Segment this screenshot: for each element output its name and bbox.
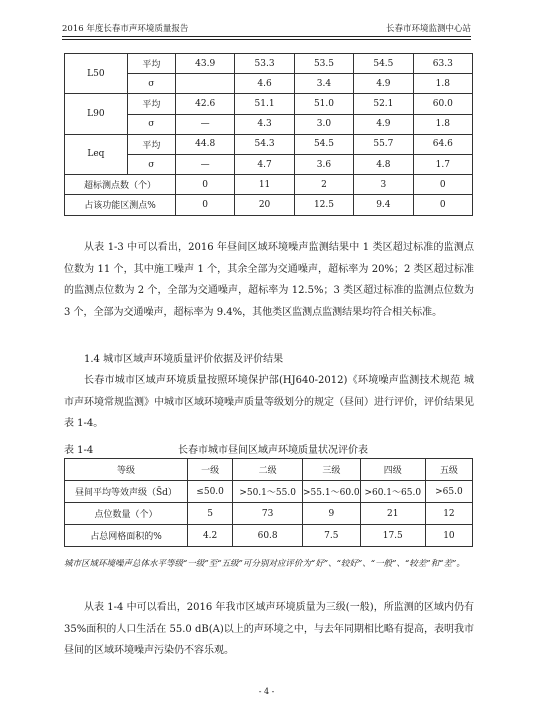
table-cell: 52.1 bbox=[354, 94, 413, 114]
table-row bbox=[65, 94, 473, 114]
paragraph-conclusion bbox=[64, 597, 474, 662]
table-cell: 3.4 bbox=[294, 74, 353, 94]
table-row bbox=[65, 134, 473, 154]
table-cell: 4.2 bbox=[187, 525, 232, 547]
table-cell: 5 bbox=[187, 503, 232, 525]
table-cell: 55.7 bbox=[354, 134, 413, 154]
table-header-row bbox=[65, 459, 473, 481]
table-cell: 4.9 bbox=[354, 114, 413, 134]
paragraph-method bbox=[64, 370, 474, 435]
summary-label: 超标测点数（个） bbox=[65, 175, 176, 195]
table-cell: >55.1～60.0 bbox=[303, 481, 361, 503]
table-cell: 43.9 bbox=[175, 54, 234, 74]
table-cell: 42.6 bbox=[175, 94, 234, 114]
page-number: - 4 - bbox=[258, 687, 275, 696]
row-group-label: Leq bbox=[65, 134, 128, 174]
stat-label: σ bbox=[127, 114, 175, 134]
column-header: 一级 bbox=[187, 459, 232, 481]
column-header: 等级 bbox=[65, 459, 188, 481]
stat-label: 平均 bbox=[127, 94, 175, 114]
column-header: 二级 bbox=[233, 459, 303, 481]
table-cell: 0 bbox=[413, 175, 472, 195]
table-cell: 53.3 bbox=[235, 54, 294, 74]
table-cell: 17.5 bbox=[360, 525, 425, 547]
table-cell: 0 bbox=[413, 195, 472, 215]
paragraph-text: 从表 1-4 中可以看出，2016 年我市区域声环境质量为三级(一般)，所监测的区域内仍有 35%面积的人口生活在 55.0 dB(A)以上的声环境之中，与去年同期相比略有提高，表明我市昼间的区域环境噪声污染仍不容乐观。 bbox=[64, 602, 474, 656]
page-header bbox=[62, 20, 471, 34]
noise-stats-table bbox=[64, 53, 473, 216]
table-cell: 1.8 bbox=[413, 114, 472, 134]
table-cell: 20 bbox=[235, 195, 294, 215]
table-row bbox=[65, 503, 473, 525]
table-cell: 0 bbox=[175, 175, 234, 195]
table-cell bbox=[175, 74, 234, 94]
table-row bbox=[65, 525, 473, 547]
table-cell: >60.1～65.0 bbox=[360, 481, 425, 503]
header-rule-thin bbox=[62, 39, 471, 40]
table-caption-title: 长春市城市昼间区域声环境质量状况评价表 bbox=[178, 445, 368, 456]
table-cell: 60.0 bbox=[413, 94, 472, 114]
table-cell: 4.9 bbox=[354, 74, 413, 94]
table-cell: 3.0 bbox=[294, 114, 353, 134]
table-cell: — bbox=[175, 114, 234, 134]
table-cell: 4.8 bbox=[354, 154, 413, 174]
stat-label: 平均 bbox=[127, 54, 175, 74]
column-header: 五级 bbox=[425, 459, 472, 481]
table-caption-number: 表 1-4 bbox=[64, 445, 94, 456]
table-cell: 44.8 bbox=[175, 134, 234, 154]
column-header: 三级 bbox=[303, 459, 361, 481]
table-row bbox=[65, 481, 473, 503]
stat-label: 平均 bbox=[127, 134, 175, 154]
table-cell: 2 bbox=[294, 175, 353, 195]
stat-label: σ bbox=[127, 154, 175, 174]
table-cell: 3.6 bbox=[294, 154, 353, 174]
table-cell: 3 bbox=[354, 175, 413, 195]
table-cell: 54.3 bbox=[235, 134, 294, 154]
row-label: 昼间平均等效声级（S̄d） bbox=[65, 481, 188, 503]
header-left-title: 2016 年度长春市声环境质量报告 bbox=[62, 24, 189, 34]
table-cell: 9 bbox=[303, 503, 361, 525]
table-cell: 53.5 bbox=[294, 54, 353, 74]
table-cell: 7.5 bbox=[303, 525, 361, 547]
table-cell: >65.0 bbox=[425, 481, 472, 503]
table-cell: 54.5 bbox=[354, 54, 413, 74]
table-cell: 12 bbox=[425, 503, 472, 525]
table-row bbox=[65, 175, 473, 195]
table-cell: 4.3 bbox=[235, 114, 294, 134]
row-group-label: L90 bbox=[65, 94, 128, 134]
table-cell: 21 bbox=[360, 503, 425, 525]
paragraph-text: 从表 1-3 中可以看出，2016 年昼间区域环境噪声监测结果中 1 类区超过标准的监测点位数为 11 个，其中施工噪声 1 个，其余全部为交通噪声，超标率为 20%；2 类区超过标准的监测点位数为 2 个，全部为交通噪声，超标率为 12.5%；3 类区超过标准的监测点位数为 3 个，全部为交通噪声，超标率为 9.4%，其他类区监测点监测结果均符合相关标准。 bbox=[64, 242, 474, 318]
table-cell: ≤50.0 bbox=[187, 481, 232, 503]
table-cell: 63.3 bbox=[413, 54, 472, 74]
header-right-org: 长春市环境监测中心站 bbox=[385, 24, 471, 34]
column-header: 四级 bbox=[360, 459, 425, 481]
section-title: 1.4 城市区域声环境质量评价依据及评价结果 bbox=[84, 354, 284, 365]
table-cell: 1.7 bbox=[413, 154, 472, 174]
table-cell: 9.4 bbox=[354, 195, 413, 215]
table-cell: 54.5 bbox=[294, 134, 353, 154]
header-rule bbox=[62, 36, 471, 37]
table-cell: 51.1 bbox=[235, 94, 294, 114]
table-cell: 73 bbox=[233, 503, 303, 525]
table-cell: >50.1～55.0 bbox=[233, 481, 303, 503]
row-label: 占总网格面积的% bbox=[65, 525, 188, 547]
table-row bbox=[65, 195, 473, 215]
table-cell: 51.0 bbox=[294, 94, 353, 114]
row-group-label: L50 bbox=[65, 54, 128, 94]
table-cell: 64.6 bbox=[413, 134, 472, 154]
table-cell: 10 bbox=[425, 525, 472, 547]
table-cell: 12.5 bbox=[294, 195, 353, 215]
evaluation-table bbox=[64, 458, 473, 547]
table-cell: 0 bbox=[175, 195, 234, 215]
paragraph-analysis-1 bbox=[64, 237, 474, 323]
summary-label: 占该功能区测点% bbox=[65, 195, 176, 215]
paragraph-text: 长春市城市区域声环境质量按照环境保护部(HJ640-2012)《环境噪声监测技术规范 城市声环境常规监测》中城市区域环境噪声质量等级划分的规定（昼间）进行评价，评价结果见表 1-4。 bbox=[64, 375, 474, 429]
row-label: 点位数量（个） bbox=[65, 503, 188, 525]
table-cell: — bbox=[175, 154, 234, 174]
table-cell: 4.6 bbox=[235, 74, 294, 94]
table-cell: 11 bbox=[235, 175, 294, 195]
stat-label: σ bbox=[127, 74, 175, 94]
table-cell: 4.7 bbox=[235, 154, 294, 174]
table-note: 城市区域环境噪声总体水平等级“一级”至“五级”可分别对应评价为“好”、“较好”、“一般”、“较差”和“差”。 bbox=[64, 559, 465, 569]
table-cell: 1.8 bbox=[413, 74, 472, 94]
table-row bbox=[65, 54, 473, 74]
table-cell: 60.8 bbox=[233, 525, 303, 547]
